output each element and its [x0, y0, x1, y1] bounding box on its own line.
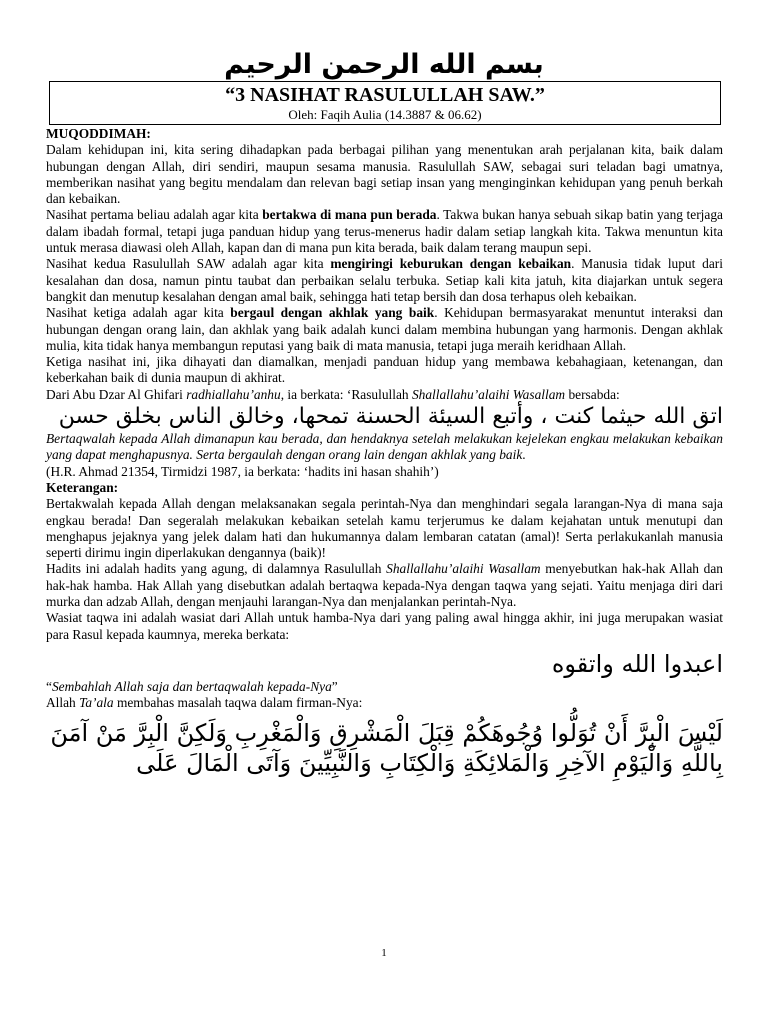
text-run: Shallallahu’alaihi Wasallam — [386, 561, 541, 577]
text-run: ” — [331, 678, 338, 694]
intro-paragraph: Dalam kehidupan ini, kita sering dihadapkan pada berbagai pilihan yang menentukan arah perjalanan kita, baik dalam hubungan dengan Allah, diri sendiri, maupun sesama manusia. Rasulullah SAW, sebagai suri teladan bagi umatnya, memberikan nasihat yang begitu mendalam dan relevan bagi setiap insan yang menginginkan kehidupan yang penuh berkah dan kebaikan. — [46, 142, 723, 207]
text-run: Allah — [46, 695, 80, 711]
document-title: “3 NASIHAT RASULULLAH SAW.” — [225, 84, 545, 106]
basmalah-heading: بسم الله الرحمن الرحيم — [224, 49, 544, 80]
text-run: Dari Abu Dzar Al Ghifari — [46, 386, 187, 402]
first-advice-paragraph — [46, 207, 723, 256]
hadith-arabic: اتق الله حيثما كنت ، وأتبع السيئة الحسنة تمحها، وخالق الناس بخلق حسن — [58, 404, 723, 430]
text-run: . Kehidupan bermasyarakat menuntut interaksi dan hubungan dengan orang lain, dan akhlak yang baik adalah kunci dalam membina hubungan yang harmonis. Dengan akhlak mulia, kita tidak hanya membangun reputasi yang baik di mata manusia, tetapi juga meraih keridhaan Allah. — [46, 305, 723, 353]
text-run: membahas masalah taqwa dalam firman-Nya: — [113, 695, 363, 711]
verse-arabic: لَيْسَ الْبِرَّ أَنْ تُوَلُّوا وُجُوهَكُمْ قِبَلَ الْمَشْرِقِ وَالْمَغْرِبِ وَلَكِنَّ الْبِرَّ مَنْ آمَنَ بِاللَّهِ وَالْيَوْمِ الآخِرِ وَالْمَلائِكَةِ وَالْكِتَابِ وَالنَّبِيِّينَ وَآتَى الْمَالَ عَلَى — [50, 718, 723, 777]
page-number: 1 — [381, 947, 387, 959]
text-run: bersabda: — [565, 386, 620, 402]
text-run: . Takwa bukan hanya sebuah sikap batin yang terjaga dalam ibadah formal, tetapi juga panduan hidup yang terus-menerus hadir dalam setiap langkah kita. Takwa menuntun kita untuk merasa diawasi oleh Allah, kapan dan di mana pun kita berada, baik dalam terang maupun sepi. — [46, 207, 723, 256]
narration-paragraph — [46, 387, 723, 403]
text-run: . Manusia tidak luput dari kesalahan dan dosa, namun pintu taubat dan perbaikan selalu terbuka. Setiap kali kita jatuh, kita diajarkan untuk segera bangkit dan menutup kesalahan dengan amal baik, sehingga hati tetap bersih dan dosa terhapus oleh kebaikan. — [46, 256, 723, 304]
quote-arabic: اعبدوا الله واتقوه — [551, 649, 723, 678]
first-advice-emphasis: bertakwa di mana pun berada — [262, 207, 437, 223]
second-advice-paragraph — [46, 256, 723, 305]
notes-paragraph-1: Bertakwalah kepada Allah dengan melaksanakan segala perintah-Nya dan menghindari segala larangan-Nya di mana saja engkau berada! Dan segeralah melakukan kebaikan setelah kamu terjerumus ke dalam kejahatan untuk menutupi dan menghapus jejaknya yang jelek dalam hati dan hukumannya dalam lembaran catatan (amal)! Serta perlakukanlah manusia seperti dirimu ingin diperlakukan dengannya (baik)! — [46, 496, 723, 561]
notes-paragraph-4 — [46, 695, 723, 711]
summary-paragraph: Ketiga nasihat ini, jika dihayati dan diamalkan, menjadi panduan hidup yang membawa kebahagiaan, ketenangan, dan keberkahan baik di dunia maupun di akhirat. — [46, 354, 723, 386]
text-run: , ia berkata: ‘Rasulullah — [280, 386, 412, 402]
text-run: Nasihat ketiga adalah agar kita — [46, 305, 231, 321]
second-advice-emphasis: mengiringi keburukan dengan kebaikan — [330, 256, 572, 272]
quote-translation — [46, 679, 723, 695]
third-advice-paragraph — [46, 305, 723, 354]
text-run: Ta’ala — [79, 695, 114, 711]
text-run: Sembahlah Allah saja dan bertaqwalah kepada-Nya — [51, 678, 332, 694]
text-run: Nasihat pertama beliau adalah agar kita — [46, 207, 263, 223]
text-run: radhiallahu’anhu — [186, 386, 281, 402]
notes-heading: Keterangan: — [46, 479, 119, 495]
third-advice-emphasis: bergaul dengan akhlak yang baik — [230, 305, 435, 321]
notes-paragraph-2 — [46, 561, 723, 610]
text-run: Shallallahu’alaihi Wasallam — [411, 386, 566, 402]
document-body — [46, 126, 723, 778]
author-line: Oleh: Faqih Aulia (14.3887 & 06.62) — [288, 107, 482, 122]
text-run: Hadits ini adalah hadits yang agung, di dalamnya Rasulullah — [46, 561, 387, 577]
text-run: menyebutkan hak-hak Allah dan hak-hak hamba. Hak Allah yang disebutkan adalah bertaqwa kepada-Nya dengan taqwa yang sejati. Yaitu menjaga diri dari murka dan adzab Allah, dengan menjauhi larangan-Nya dan menjalankan perintah-Nya. — [46, 561, 723, 610]
hadith-reference: (H.R. Ahmad 21354, Tirmidzi 1987, ia berkata: ‘hadits ini hasan shahih’) — [46, 463, 439, 479]
intro-heading: MUQODDIMAH: — [46, 126, 151, 141]
text-run: Bertaqwalah kepada Allah dimanapun kau berada, dan hendaknya setelah melakukan kejelekan engkau melakukan kebaikan yang dapat menghapusnya. Serta bergaulah dengan orang lain dengan akhlak yang baik — [46, 431, 723, 463]
hadith-translation — [46, 431, 723, 464]
text-run: “ — [46, 678, 52, 694]
text-run: Nasihat kedua Rasulullah SAW adalah agar kita — [46, 256, 331, 272]
title-box — [49, 81, 721, 125]
notes-paragraph-3: Wasiat taqwa ini adalah wasiat dari Allah untuk hamba-Nya dari yang paling awal hingga akhir, ini juga merupakan wasiat para Rasul kepada kaumnya, mereka berkata: — [46, 610, 723, 642]
text-run: . — [522, 447, 526, 463]
